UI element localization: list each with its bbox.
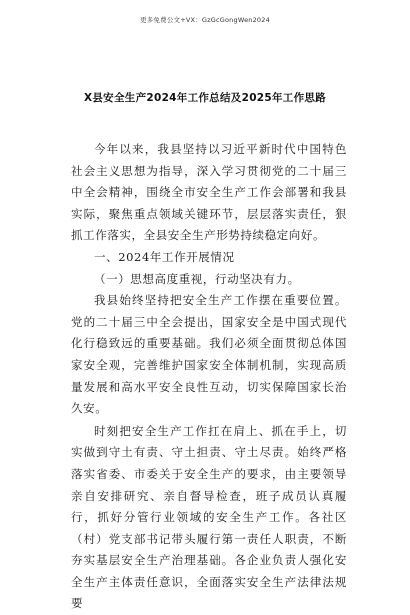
intro-paragraph: 今年以来，我县坚持以习近平新时代中国特色社会主义思想为指导，深入学习贯彻党的二十届三中全会精神，围绕全市安全生产工作会部署和我县实际，聚焦重点领域关键环节，层层落实责任，狠抓工作落实，全县安全生产形势持续稳定向好。 (71, 142, 347, 243)
subsection-heading: （一）思想高度重视，行动坚决有力。 (94, 271, 300, 286)
header-note: 更多免费公文+VX：GzGcGongWen2024 (140, 16, 270, 24)
body-paragraph-2: 时刻把安全生产工作扛在肩上、抓在手上，切实做到守土有责、守土担责、守土尽责。始终严格落实省委、市委关于安全生产的要求，由主要领导亲自安排研究、亲自督导检查，班子成员认真履行，抓好分管行业领域的安全生产工作。各社区（村）党支部书记带头履行第一责任人职责，不断夯实基层安全生产治理基础。各企业负责人强化安全生产主体责任意识，全面落实安全生产法律法规要 (71, 423, 347, 611)
body-paragraph-1: 我县始终坚持把安全生产工作摆在重要位置。党的二十届三中全会提出，国家安全是中国式现代化行稳致远的重要基础。我们必须全面贯彻总体国家安全观，完善维护国家安全体制机制，实现高质量发展和高水平安全良性互动，切实保障国家长治久安。 (71, 293, 347, 416)
section-heading: 一、2024年工作开展情况 (94, 249, 235, 264)
document-body (71, 139, 347, 615)
document-title: X县安全生产2024年工作总结及2025年工作思路 (83, 92, 327, 104)
